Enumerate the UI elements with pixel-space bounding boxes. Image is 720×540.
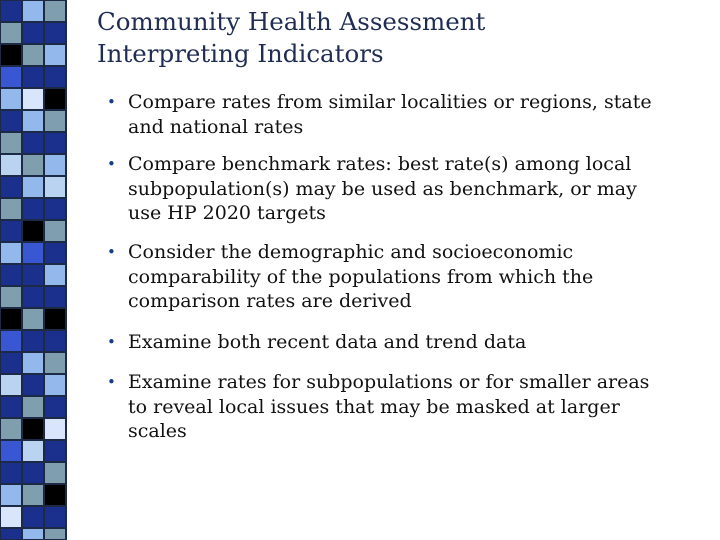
decorative-strip-block — [44, 374, 66, 396]
decorative-strip-block — [0, 308, 22, 330]
decorative-strip-block — [44, 308, 66, 330]
decorative-strip-block — [22, 44, 44, 66]
decorative-strip-block — [0, 0, 22, 22]
decorative-strip-block — [22, 330, 44, 352]
decorative-strip-block — [22, 0, 44, 22]
bullet-line: use HP 2020 targets — [128, 202, 326, 224]
decorative-strip-block — [44, 66, 66, 88]
bullet-glyph: • — [107, 243, 116, 261]
bullet-text — [128, 330, 703, 355]
decorative-strip-block — [0, 286, 22, 308]
decorative-strip-block — [22, 88, 44, 110]
decorative-strip-block — [44, 220, 66, 242]
decorative-strip-block — [44, 528, 66, 540]
decorative-strip-block — [44, 154, 66, 176]
decorative-strip-block — [22, 198, 44, 220]
decorative-strip-block — [0, 418, 22, 440]
decorative-strip-block — [44, 330, 66, 352]
decorative-strip-block — [44, 462, 66, 484]
decorative-strip-block — [0, 484, 22, 506]
decorative-strip-block — [22, 22, 44, 44]
decorative-strip-block — [22, 242, 44, 264]
decorative-strip-block — [44, 22, 66, 44]
decorative-strip-block — [22, 110, 44, 132]
decorative-strip-block — [22, 374, 44, 396]
bullet-glyph: • — [107, 373, 116, 391]
decorative-strip-block — [0, 352, 22, 374]
decorative-color-strip — [0, 0, 66, 540]
decorative-strip-block — [22, 132, 44, 154]
decorative-strip-block — [22, 352, 44, 374]
bullet-line: to reveal local issues that may be masked at larger — [128, 395, 620, 418]
decorative-strip-block — [22, 528, 44, 540]
decorative-strip-block — [0, 528, 22, 540]
bullet-glyph: • — [107, 93, 116, 111]
bullet-line: and national rates — [128, 115, 304, 138]
decorative-strip-block — [44, 506, 66, 528]
decorative-strip-block — [0, 132, 22, 154]
bullet-line: scales — [128, 420, 187, 442]
bullet-line: Examine rates for subpopulations or for smaller areas — [128, 371, 650, 393]
decorative-strip-block — [22, 308, 44, 330]
decorative-strip-block — [44, 176, 66, 198]
decorative-strip-block — [0, 264, 22, 286]
decorative-strip-block — [22, 418, 44, 440]
decorative-strip-block — [44, 242, 66, 264]
slide-title — [97, 6, 697, 70]
decorative-strip-block — [22, 220, 44, 242]
decorative-strip-block — [22, 264, 44, 286]
decorative-strip-block — [22, 506, 44, 528]
decorative-strip-block — [0, 462, 22, 484]
decorative-strip-block — [0, 198, 22, 220]
decorative-strip-block — [22, 286, 44, 308]
decorative-strip-block — [0, 330, 22, 352]
decorative-strip-block — [44, 418, 66, 440]
decorative-strip-block — [44, 198, 66, 220]
bullet-text — [128, 240, 703, 314]
decorative-strip-block — [22, 440, 44, 462]
slide-title-line-2: Interpreting Indicators — [97, 39, 384, 68]
bullet-line: Compare benchmark rates: best rate(s) among local — [128, 153, 632, 175]
decorative-strip-block — [0, 242, 22, 264]
decorative-strip-block — [0, 88, 22, 110]
decorative-strip-block — [0, 66, 22, 88]
decorative-strip-block — [22, 66, 44, 88]
bullet-text — [128, 370, 703, 444]
slide-title-line-1: Community Health Assessment — [97, 7, 486, 36]
decorative-strip-block — [44, 110, 66, 132]
bullet-text — [128, 90, 703, 139]
bullet-line: Examine both recent data and trend data — [128, 331, 527, 353]
bullet-line: comparability of the populations from which the — [128, 265, 594, 288]
bullet-glyph: • — [107, 333, 116, 351]
decorative-strip-block — [22, 154, 44, 176]
decorative-strip-block — [0, 396, 22, 418]
decorative-strip-block — [44, 440, 66, 462]
decorative-strip-block — [0, 110, 22, 132]
decorative-strip-block — [22, 484, 44, 506]
decorative-strip-block — [44, 484, 66, 506]
bullet-glyph: • — [107, 155, 116, 173]
bullet-line: Compare rates from similar localities or regions, state — [128, 91, 652, 113]
decorative-strip-block — [22, 462, 44, 484]
decorative-strip-block — [0, 154, 22, 176]
decorative-strip-block — [0, 506, 22, 528]
decorative-strip-block — [0, 440, 22, 462]
strip-border-right — [66, 0, 67, 540]
bullet-line: comparison rates are derived — [128, 290, 412, 312]
decorative-strip-block — [0, 44, 22, 66]
decorative-strip-block — [44, 396, 66, 418]
decorative-strip-block — [0, 176, 22, 198]
decorative-strip-block — [44, 88, 66, 110]
decorative-strip-block — [44, 0, 66, 22]
decorative-strip-block — [0, 220, 22, 242]
decorative-strip-block — [44, 44, 66, 66]
decorative-strip-block — [44, 264, 66, 286]
bullet-text — [128, 152, 703, 226]
decorative-strip-block — [22, 176, 44, 198]
bullet-line: Consider the demographic and socioeconomic — [128, 241, 574, 263]
bullet-line: subpopulation(s) may be used as benchmark, or may — [128, 177, 637, 200]
decorative-strip-block — [44, 132, 66, 154]
decorative-strip-block — [0, 374, 22, 396]
decorative-strip-block — [44, 352, 66, 374]
decorative-strip-block — [0, 22, 22, 44]
decorative-strip-block — [22, 396, 44, 418]
decorative-strip-block — [44, 286, 66, 308]
